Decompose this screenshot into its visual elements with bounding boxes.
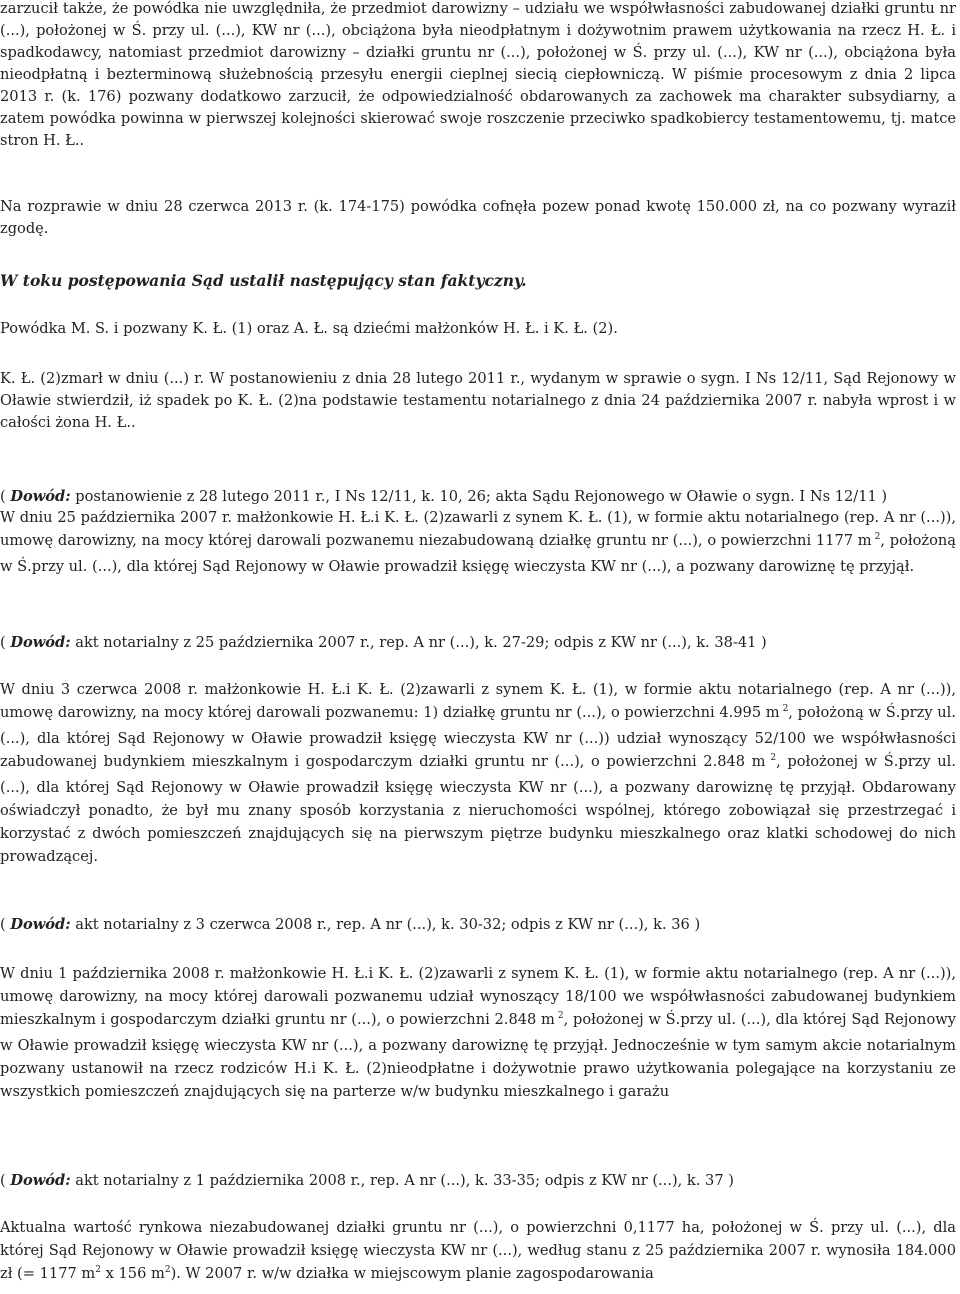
paragraph-text: Na rozprawie w dniu 28 czerwca 2013 r. (k. 174-175) powódka cofnęła pozew ponad kwotę 150.000 zł, na co pozwany wyraził zgodę. xyxy=(0,198,956,237)
paragraph-text: W dniu 25 października 2007 r. małżonkowie H. Ł.i K. Ł. (2)zawarli z synem K. Ł. (1), w formie aktu notarialnego (rep. A nr (...)), umowę darowizny, na mocy której darowali pozwanemu niezabudowaną działkę gruntu nr (...), o powierzchni 1177 m xyxy=(0,509,956,549)
paragraph-text: K. Ł. (2)zmarł w dniu (...) r. W postanowieniu z dnia 28 lutego 2011 r., wydanym w sprawie o sygn. I Ns 12/11, Sąd Rejonowy w Oławie stwierdził, iż spadek po K. Ł. (2)na podstawie testamentu notarialnego z dnia 24 października 2007 r. nabyła wprost i w całości żona H. Ł.. xyxy=(0,370,956,431)
superscript: 2 xyxy=(765,753,777,763)
evidence-open-paren: ( xyxy=(0,634,11,651)
paragraph-text: x 156 m xyxy=(100,1265,165,1282)
superscript: 2 xyxy=(164,1265,171,1275)
evidence-text: akt notarialny z 3 czerwca 2008 r., rep. A nr (...), k. 30-32; odpis z KW nr (...), k. 36 ) xyxy=(70,916,701,933)
paragraph-text: ). W 2007 r. w/w działka w miejscowym planie zagospodarowania xyxy=(170,1265,654,1282)
paragraph-text: , położoną w Ś.przy ul. (...), dla której Sąd Rejonowy w Oławie prowadził księgę wieczysta KW nr (...)) udział wynoszący 52/100 we współwłasności zabudowanej budynkiem mieszkalnym i gospodarczym działki gruntu nr (...), o powierzchni 2.848 m xyxy=(0,704,956,770)
paragraph-text: , położonej w Ś.przy ul. (...), dla której Sąd Rejonowy w Oławie prowadził księgę wieczysta KW nr (...), a pozwany darowiznę tę przyjął. Jednocześnie w tym samym akcie notarialnym pozwany ustanowił na rzecz rodziców H.i K. Ł. (2)nieodpłatne i dożywotnie prawo użytkowania polegające na korzystaniu ze wszystkich pomieszczeń znajdujących się na parterze w/w budynku mieszkalnego i garażu xyxy=(0,1011,956,1100)
paragraph xyxy=(0,318,956,340)
paragraph-text: W dniu 3 czerwca 2008 r. małżonkowie H. Ł.i K. Ł. (2)zawarli z synem K. Ł. (1), w formie aktu notarialnego (rep. A nr (...)), umowę darowizny, na mocy której darowali pozwanemu: 1) działkę gruntu nr (...), o powierzchni 4.995 m xyxy=(0,681,956,721)
superscript: 2 xyxy=(779,704,789,714)
evidence-open-paren: ( xyxy=(0,916,11,933)
evidence-label: Dowód: xyxy=(10,916,71,933)
superscript: 2 xyxy=(95,1265,101,1275)
paragraph xyxy=(0,678,956,868)
evidence-text: postanowienie z 28 lutego 2011 r., I Ns 12/11, k. 10, 26; akta Sądu Rejonowego w Oławie o sygn. I Ns 12/11 ) xyxy=(70,488,888,505)
evidence-note xyxy=(0,1170,956,1192)
evidence-note xyxy=(0,914,956,936)
paragraph xyxy=(0,368,956,434)
evidence-label: Dowód: xyxy=(10,488,71,505)
paragraph-text: , położoną w Ś.przy ul. (...), dla której Sąd Rejonowy w Oławie prowadził księgę wieczysta KW nr (...), a pozwany darowiznę tę przyjął. xyxy=(0,532,956,575)
evidence-note xyxy=(0,486,956,508)
section-heading: W toku postępowania Sąd ustalił następujący stan faktyczny. xyxy=(0,271,527,290)
superscript: 2 xyxy=(554,1011,564,1021)
evidence-open-paren: ( xyxy=(0,488,11,505)
paragraph-text: Aktualna wartość rynkowa niezabudowanej działki gruntu nr (...), o powierzchni 0,1177 ha, położonej w Ś. przy ul. (...), dla której Sąd Rejonowy w Oławie prowadził księgę wieczysta KW nr (...), według stanu z 25 października 2007 r. wynosiła 184.000 zł (= 1177 m xyxy=(0,1219,956,1282)
paragraph xyxy=(0,0,956,152)
paragraph xyxy=(0,506,956,578)
paragraph xyxy=(0,196,956,240)
superscript: 2 xyxy=(871,532,881,542)
paragraph-text: zarzucił także, że powódka nie uwzględniła, że przedmiot darowizny – udziału we współwłasności zabudowanej działki gruntu nr (...), położonej w Ś. przy ul. (...), KW nr (...), obciążona była nieodpłatnym i dożywotnim prawem użytkowania na rzecz H. Ł. i spadkodawcy, natomiast przedmiot darowizny – działki gruntu nr (...), położonej w Ś. przy ul. (...), KW nr (...), obciążona była nieodpłatną i bezterminową służebnością przesyłu energii cieplnej siecią ciepłowniczą. W piśmie procesowym z dnia 2 lipca 2013 r. (k. 176) pozwany dodatkowo zarzucił, że odpowiedzialność obdarowanych za zachowek ma charakter subsydiarny, a zatem powódka powinna w pierwszej kolejności skierować swoje roszczenie przeciwko spadkobiercy testamentowemu, tj. matce stron H. Ł.. xyxy=(0,0,956,149)
paragraph-text: Powódka M. S. i pozwany K. Ł. (1) oraz A. Ł. są dziećmi małżonków H. Ł. i K. Ł. (2). xyxy=(0,320,618,337)
paragraph-text: W dniu 1 października 2008 r. małżonkowie H. Ł.i K. Ł. (2)zawarli z synem K. Ł. (1), w formie aktu notarialnego (rep. A nr (...)), umowę darowizny, na mocy której darowali pozwanemu udział wynoszący 18/100 we współwłasności zabudowanej budynkiem mieszkalnym i gospodarczym działki gruntu nr (...), o powierzchni 2.848 m xyxy=(0,965,956,1028)
evidence-note xyxy=(0,632,956,654)
evidence-label: Dowód: xyxy=(10,1172,71,1189)
paragraph xyxy=(0,1216,956,1288)
evidence-text: akt notarialny z 1 października 2008 r., rep. A nr (...), k. 33-35; odpis z KW nr (...), k. 37 ) xyxy=(70,1172,734,1189)
paragraph xyxy=(0,962,956,1103)
evidence-label: Dowód: xyxy=(10,634,71,651)
evidence-open-paren: ( xyxy=(0,1172,11,1189)
paragraph-text: , położonej w Ś.przy ul. (...), dla której Sąd Rejonowy w Oławie prowadził księgę wieczysta KW nr (...), a pozwany darowiznę tę przyjął. Obdarowany oświadczył ponadto, że był mu znany sposób korzystania z nieruchomości wspólnej, którego zobowiązał się przestrzegać i korzystać z dwóch pomieszczeń znajdujących się na pierwszym piętrze budynku mieszkalnego oraz klatki schodowej do nich prowadzącej. xyxy=(0,753,956,865)
evidence-text: akt notarialny z 25 października 2007 r., rep. A nr (...), k. 27-29; odpis z KW nr (...), k. 38-41 ) xyxy=(70,634,767,651)
